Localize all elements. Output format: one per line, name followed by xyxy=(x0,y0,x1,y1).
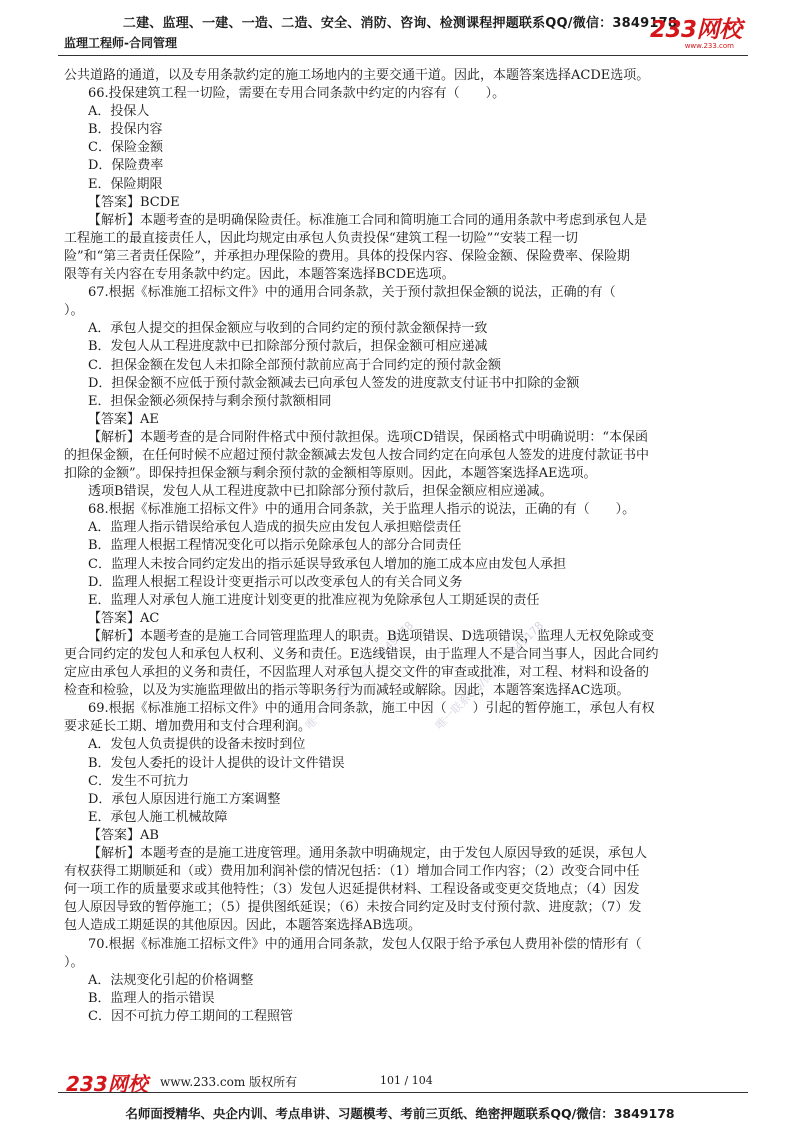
body-line: A．发包人负责提供的设备未按时到位 xyxy=(88,737,306,753)
body-line: C．发生不可抗力 xyxy=(88,773,189,789)
body-line: 【答案】AC xyxy=(88,610,160,626)
header-promo-text: 二建、监理、一建、一造、二造、安全、消防、咨询、检测课程押题联系QQ/微信：3849178 xyxy=(122,16,678,31)
body-line: 扣除的金额”。即保持担保金额与剩余预付款的金额相等原则。因此，本题答案选择AE选项。 xyxy=(64,466,597,482)
body-line: 工程施工的最直接责任人，因此均规定由承包人负责投保“建筑工程一切险”“安装工程一切 xyxy=(64,230,578,246)
footer-divider xyxy=(58,1092,748,1093)
body-line: 【解析】本题考查的是合同附件格式中预付款担保。选项CD错误，保函格式中明确说明：“本保函 xyxy=(88,429,649,445)
header-divider xyxy=(58,55,748,56)
body-line: 66.投保建筑工程一切险，需要在专用合同条款中约定的内容有（ ）。 xyxy=(88,86,506,102)
body-line: 67.根据《标准施工招标文件》中的通用合同条款，关于预付款担保金额的说法，正确的有（ xyxy=(88,285,616,301)
logo-text: 233网校 xyxy=(650,17,742,43)
document-body xyxy=(64,67,744,1026)
svg-text:唯一联系QQ/微信：3849178: 唯一联系QQ/微信：3849178 xyxy=(302,618,417,733)
body-line: D．保险费率 xyxy=(88,158,164,174)
body-line: B．发包人从工程进度款中已扣除部分预付款后，担保金额可相应递减 xyxy=(88,339,488,355)
body-line: 定应由承包人承担的义务和责任，不因监理人对承包人提交文件的审查或批准，对工程、材料和设备的 xyxy=(64,665,650,681)
body-line: ）。 xyxy=(64,303,84,319)
body-line: C．因不可抗力停工期间的工程照管 xyxy=(88,1008,293,1024)
body-line: E．监理人对承包人施工进度计划变更的批准应视为免除承包人工期延误的责任 xyxy=(88,592,540,608)
body-line: 【解析】本题考查的是施工合同管理监理人的职责。B选项错误、D选项错误，监理人无权免除或变 xyxy=(88,628,654,644)
body-line: 包人原因导致的暂停施工；（5）提供图纸延误；（6）未按合同约定及时支付预付款、进度款；（7）发 xyxy=(64,900,642,916)
body-line: 险”和“第三者责任保险”，并承担办理保险的费用。具体的投保内容、保险金额、保险费率、保险期 xyxy=(64,248,630,264)
page-number: 101 / 104 xyxy=(380,1074,433,1087)
body-line: B．监理人根据工程情况变化可以指示免除承包人的部分合同责任 xyxy=(88,538,462,554)
body-line: 公共道路的通道，以及专用条款约定的施工场地内的主要交通干道。因此，本题答案选择ACDE选项。 xyxy=(64,68,650,83)
body-line: B．发包人委托的设计人提供的设计文件错误 xyxy=(88,755,345,771)
site-logo xyxy=(650,18,746,52)
body-line: 【解析】本题考查的是施工进度管理。通用条款中明确规定，由于发包人原因导致的延误，承包人 xyxy=(88,846,648,862)
body-line: E．保险期限 xyxy=(88,176,163,192)
body-line: 检查和检验，以及为实施监理做出的指示等职务行为而减轻或解除。因此，本题答案选择AC选项。 xyxy=(64,683,630,699)
body-line: 更合同约定的发包人和承包人权利、义务和责任。E选线错误，由于监理人不是合同当事人，因此合同约 xyxy=(64,647,659,662)
body-line: D．承包人原因进行施工方案调整 xyxy=(88,791,281,807)
body-line: 的担保金额，在任何时候不应超过预付款金额减去发包人按合同约定在向承包人签发的进度付款证书中 xyxy=(64,447,650,463)
body-line: 【答案】AE xyxy=(88,411,159,427)
svg-text:唯一联系QQ/微信：3849178: 唯一联系QQ/微信：3849178 xyxy=(432,618,547,733)
header-subtitle: 监理工程师-合同管理 xyxy=(64,36,177,50)
body-line: C．担保金额在发包人未扣除全部预付款前应高于合同约定的预付款金额 xyxy=(88,357,501,373)
footer-copyright: www.233.com 版权所有 xyxy=(160,1075,298,1089)
body-line: B．监理人的指示错误 xyxy=(88,990,215,1006)
body-line: 有权获得工期顺延和（或）费用加利润补偿的情况包括：（1）增加合同工作内容；（2）改变合同中任 xyxy=(64,864,640,880)
body-line: E．承包人施工机械故障 xyxy=(88,809,228,825)
body-line: 【解析】本题考查的是明确保险责任。标准施工合同和简明施工合同的通用条款中考虑到承包人是 xyxy=(88,212,648,228)
body-line: A．法规变化引起的价格调整 xyxy=(88,972,254,988)
footer-promo-text: 名师面授精华、央企内训、考点串讲、习题模考、考前三页纸、绝密押题联系QQ/微信：3849178 xyxy=(125,1106,675,1121)
body-line: 68.根据《标准施工招标文件》中的通用合同条款，关于监理人指示的说法，正确的有（ ）。 xyxy=(88,502,636,518)
body-line: 【答案】BCDE xyxy=(88,194,180,210)
body-line: 70.根据《标准施工招标文件》中的通用合同条款，发包人仅限于给予承包人费用补偿的情形有（ xyxy=(88,936,642,952)
body-line: 包人造成工期延误的其他原因。因此，本题答案选择AB选项。 xyxy=(64,918,421,934)
body-line: A．承包人提交的担保金额应与收到的合同约定的预付款金额保持一致 xyxy=(88,321,488,337)
body-line: 限等有关内容在专用条款中约定。因此，本题答案选择BCDE选项。 xyxy=(64,267,455,283)
body-line: E．担保金额必须保持与剩余预付款额相同 xyxy=(88,393,332,409)
body-line: D．担保金额不应低于预付款金额减去已向承包人签发的进度款支付证书中扣除的金额 xyxy=(88,375,580,391)
logo-url: www.233.com xyxy=(684,42,734,50)
body-line: A．监理人指示错误给承包人造成的损失应由发包人承担赔偿责任 xyxy=(88,520,462,536)
body-line: 透项B错误，发包人从工程进度款中已扣除部分预付款后，担保金额应相应递减。 xyxy=(88,484,553,500)
body-line: C．监理人未按合同约定发出的指示延误导致承包人增加的施工成本应由发包人承担 xyxy=(88,556,566,572)
body-line: A．投保人 xyxy=(88,104,150,120)
body-line: B．投保内容 xyxy=(88,122,163,138)
footer-logo: 233网校 xyxy=(66,1072,148,1096)
body-line: 何一项工作的质量要求或其他特性；（3）发包人迟延提供材料、工程设备或变更交货地点；（4）因发 xyxy=(64,882,640,898)
body-line: 69.根据《标准施工招标文件》中的通用合同条款，施工中因（ ）引起的暂停施工，承包人有权 xyxy=(88,701,655,717)
body-line: ）。 xyxy=(64,954,84,970)
body-line: C．保险金额 xyxy=(88,140,163,156)
body-line: 要求延长工期、增加费用和支付合理利润。 xyxy=(64,719,312,735)
body-line: D．监理人根据工程设计变更指示可以改变承包人的有关合同义务 xyxy=(88,574,463,590)
body-line: 【答案】AB xyxy=(88,827,159,843)
